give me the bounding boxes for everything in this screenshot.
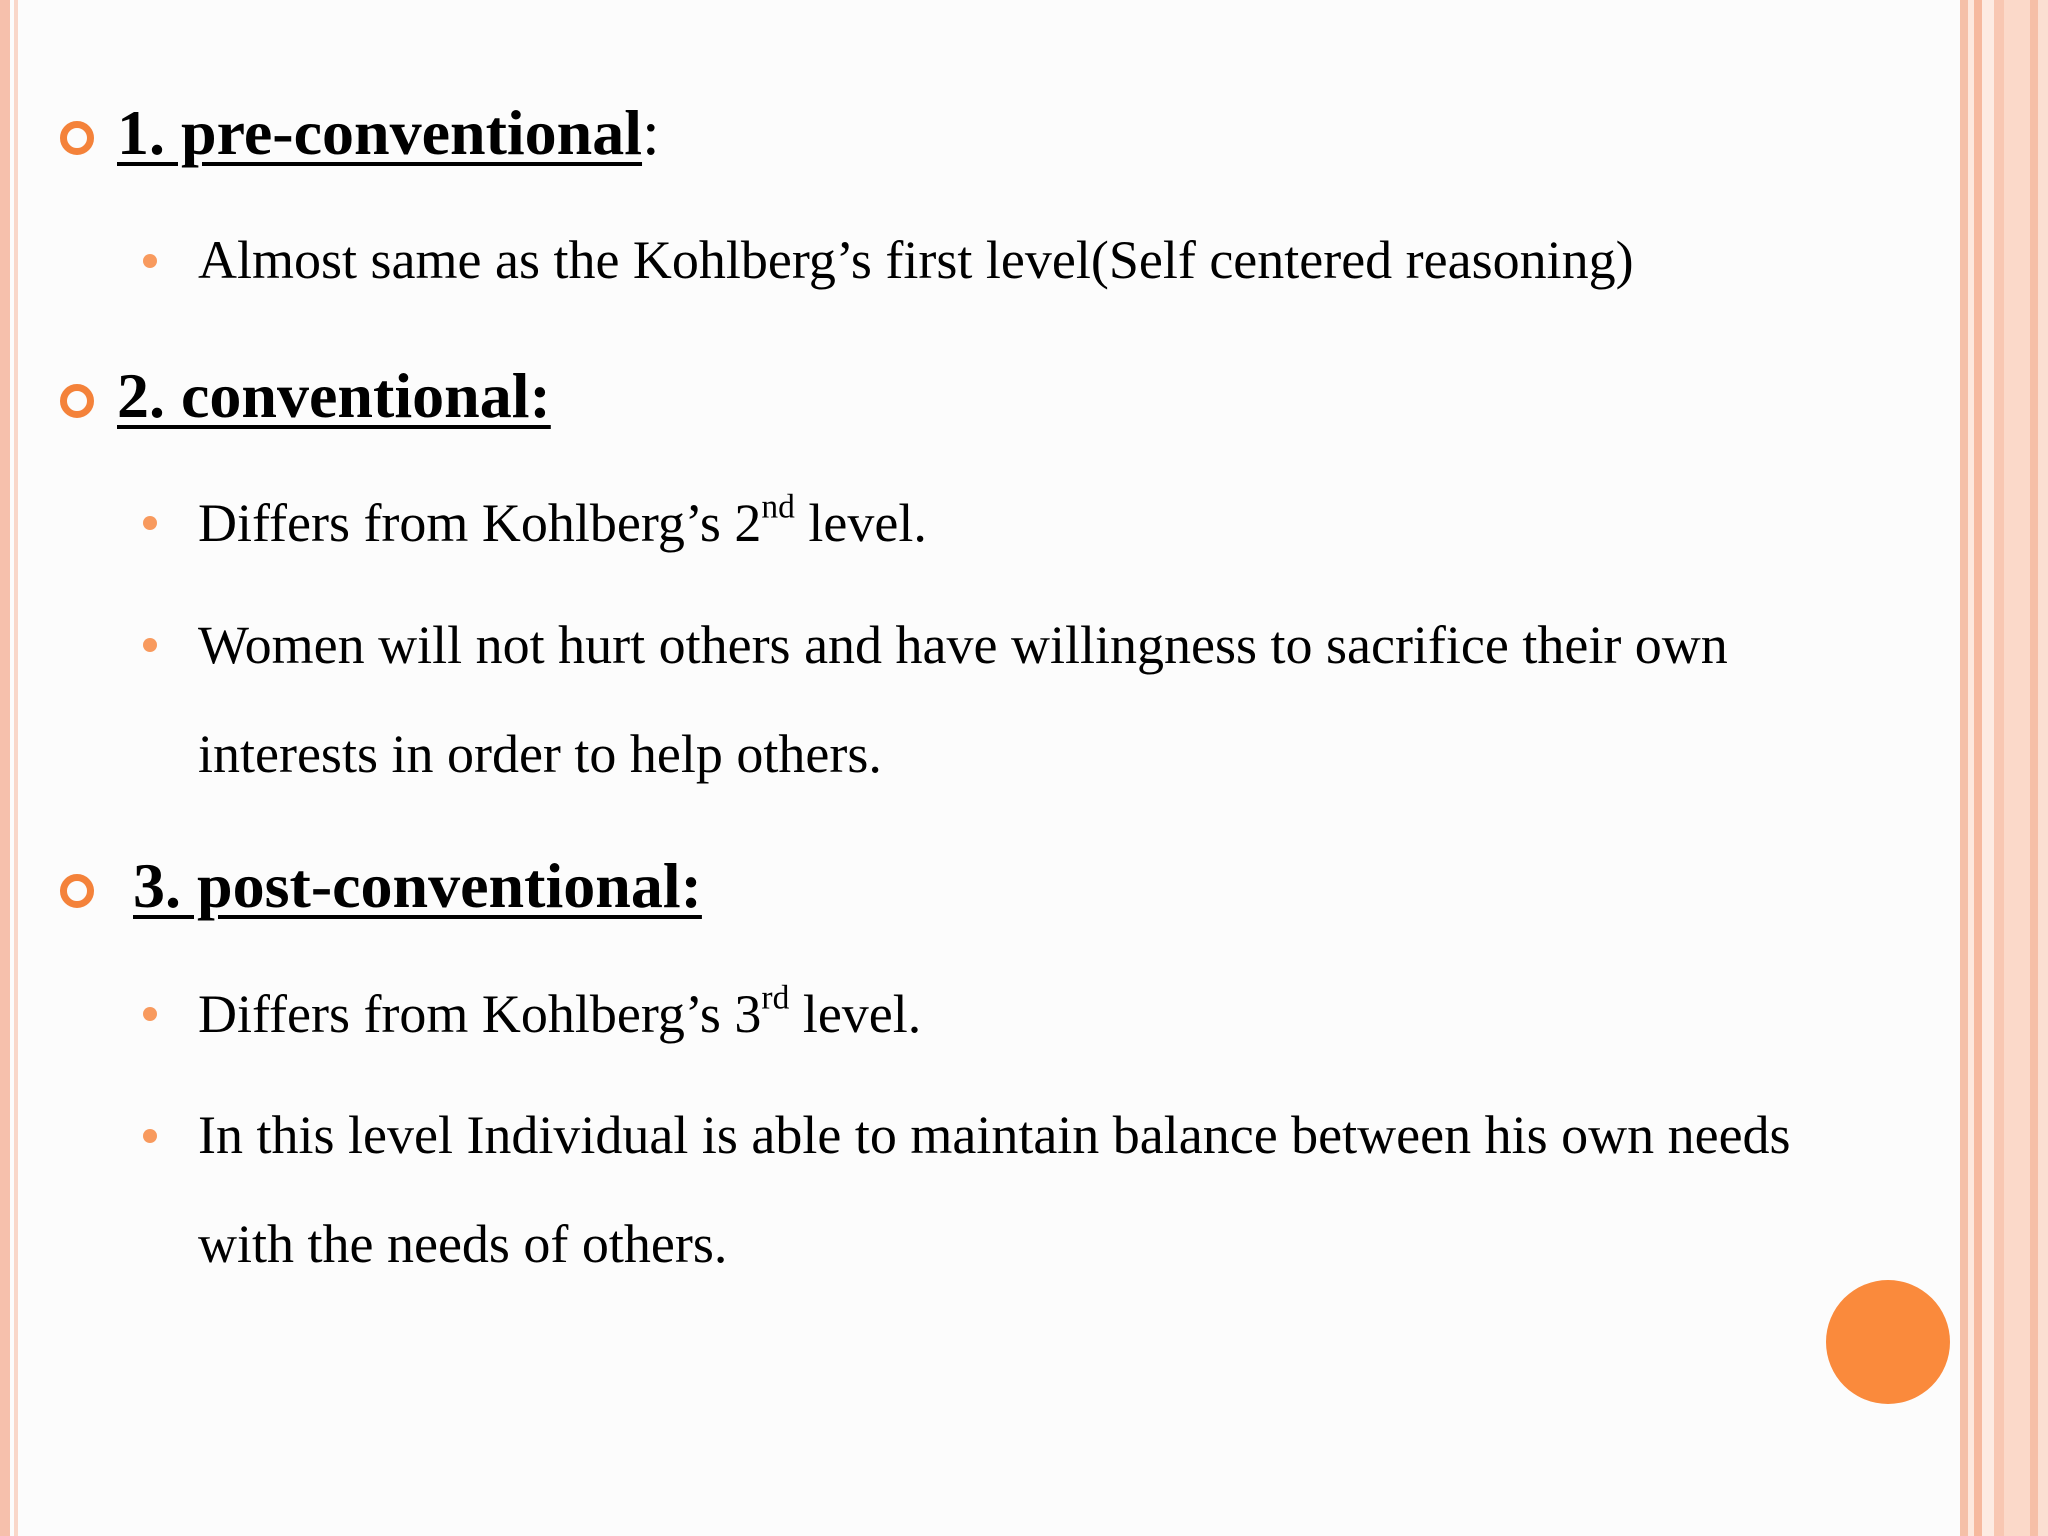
level-3-point-1: [198, 979, 922, 1044]
level-3-point-1-text: Differs from Kohlberg’s 3: [198, 984, 762, 1044]
level-1-heading: [117, 97, 660, 168]
level-1-point-1: Almost same as the Kohlberg’s first level(Self centered reasoning): [198, 230, 1634, 290]
level-3-heading: [133, 850, 702, 921]
level-2-heading-text: 2. conventional:: [117, 360, 551, 431]
level-2-point-2-line-1: Women will not hurt others and have willingness to sacrifice their own: [198, 615, 1728, 675]
level-1-heading-text: 1. pre-conventional: [117, 97, 643, 168]
level-2-point-1: [198, 488, 927, 553]
dot-bullet-icon: [143, 254, 157, 268]
dot-bullet-icon: [143, 516, 157, 530]
level-3-point-2-line-1: In this level Individual is able to maintain balance between his own needs: [198, 1105, 1791, 1165]
left-border-strip-inner: [14, 0, 18, 1536]
level-3-point-1-tail: level.: [789, 984, 922, 1044]
level-2-point-1-sup: nd: [761, 488, 795, 526]
level-3-heading-text: 3. post-conventional:: [133, 850, 702, 921]
dot-bullet-icon: [143, 1007, 157, 1021]
left-border-strip: [0, 0, 10, 1536]
dot-bullet-icon: [143, 1129, 157, 1143]
level-1-heading-colon: :: [642, 97, 660, 168]
level-2-point-1-text: Differs from Kohlberg’s 2: [198, 493, 762, 553]
level-2-point-2-line-2: interests in order to help others.: [198, 724, 882, 784]
orange-accent-circle: [1826, 1280, 1950, 1404]
ring-bullet-icon: [60, 384, 94, 418]
ring-bullet-icon: [60, 874, 94, 908]
ring-bullet-icon: [60, 121, 94, 155]
level-3-point-2-line-2: with the needs of others.: [198, 1214, 728, 1274]
level-2-point-1-tail: level.: [794, 493, 927, 553]
level-3-point-1-sup: rd: [761, 979, 790, 1017]
dot-bullet-icon: [143, 638, 157, 652]
right-border-band: [1960, 0, 2048, 1536]
level-2-heading: [117, 360, 551, 431]
